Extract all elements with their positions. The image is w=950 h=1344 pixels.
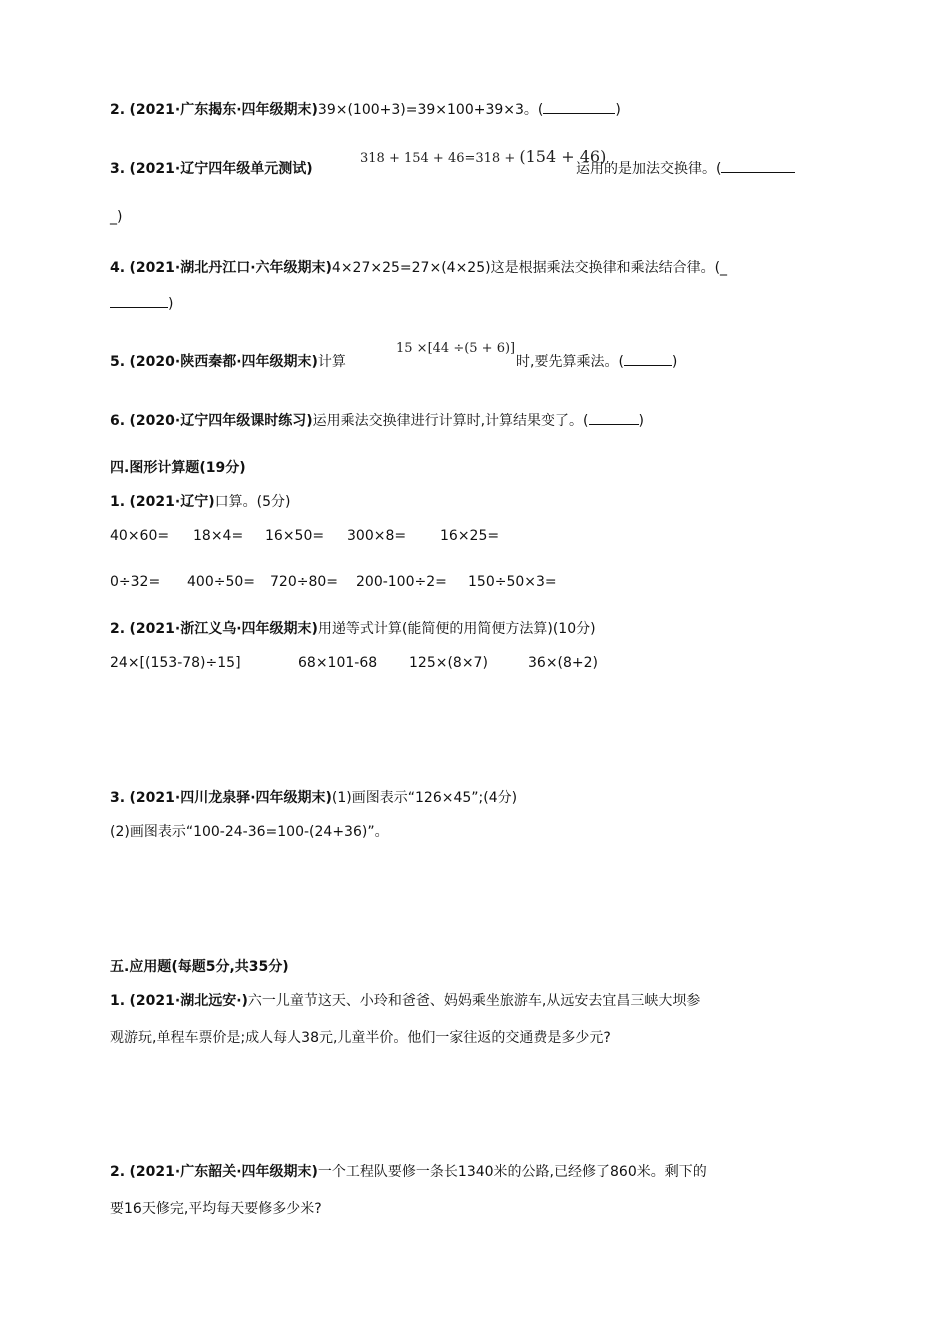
judgment-q4-wrap <box>110 295 173 313</box>
q-source: (2020·陕西秦都·四年级期末) <box>129 354 318 370</box>
answer-blank[interactable] <box>543 101 615 114</box>
q-text: 4×27×25=27×(4×25)这是根据乘法交换律和乘法结合律。(_ <box>331 260 728 276</box>
mental-math-item: 0÷32= <box>110 574 161 590</box>
q-pre: 计算 <box>317 354 346 370</box>
formula-318 <box>360 148 606 168</box>
mental-math-item: 400÷50= <box>187 574 255 590</box>
judgment-q2 <box>110 101 621 119</box>
s4-q2 <box>110 620 596 638</box>
q-number: 3. <box>110 790 126 806</box>
judgment-q3-wrap: _) <box>110 209 123 225</box>
q-source: (2021·辽宁四年级单元测试) <box>129 161 313 177</box>
q-number: 2. <box>110 1164 126 1180</box>
q-number: 2. <box>110 102 126 118</box>
q-number: 4. <box>110 260 126 276</box>
q-text: 一个工程队要修一条长1340米的公路,已经修了860米。剩下的 <box>317 1164 707 1180</box>
mental-math-item: 16×25= <box>440 528 500 544</box>
q-text: 口算。(5分) <box>214 494 291 510</box>
q-source: (2021·广东韶关·四年级期末) <box>129 1164 318 1180</box>
q-source: (2021·辽宁) <box>129 494 215 510</box>
calc-item: 24×[(153-78)÷15] <box>110 655 241 671</box>
s5-q2 <box>110 1163 707 1181</box>
q-number: 1. <box>110 993 126 1009</box>
q-close: ) <box>671 354 678 370</box>
s4-q3 <box>110 789 517 807</box>
answer-blank[interactable] <box>589 412 639 425</box>
mental-math-item: 16×50= <box>265 528 325 544</box>
answer-blank[interactable] <box>110 295 168 308</box>
q-number: 5. <box>110 354 126 370</box>
mental-math-item: 150÷50×3= <box>468 574 557 590</box>
q-source: (2020·辽宁四年级课时练习) <box>129 413 313 429</box>
q-close: ) <box>168 296 174 312</box>
s4-q3-line2: (2)画图表示“100-24-36=100-(24+36)”。 <box>110 824 389 840</box>
q-number: 6. <box>110 413 126 429</box>
q-text: 时,要先算乘法。( <box>516 354 624 370</box>
calc-item: 36×(8+2) <box>528 655 599 671</box>
q-text: 六一儿童节这天、小玲和爸爸、妈妈乘坐旅游车,从远安去宜昌三峡大坝参 <box>247 993 701 1009</box>
judgment-q4 <box>110 259 727 277</box>
section-4-title: 四.图形计算题(19分) <box>110 460 246 476</box>
q-close: ) <box>638 413 644 429</box>
q-source: (2021·四川龙泉驿·四年级期末) <box>129 790 332 806</box>
q-source: (2021·浙江义乌·四年级期末) <box>129 621 318 637</box>
judgment-q3-tail <box>576 160 795 178</box>
mental-math-item: 300×8= <box>347 528 407 544</box>
q-source: (2021·广东揭东·四年级期末) <box>129 102 318 118</box>
calc-item: 68×101-68 <box>298 655 378 671</box>
judgment-q5-tail <box>516 353 677 371</box>
calc-item: 125×(8×7) <box>409 655 488 671</box>
formula-part-b: (154 + 46) <box>519 147 607 166</box>
q-text: 用递等式计算(能简便的用简便方法算)(10分) <box>317 621 596 637</box>
q-number: 2. <box>110 621 126 637</box>
answer-blank[interactable] <box>624 353 672 366</box>
s4-q1 <box>110 493 290 511</box>
formula-15: 15 ×[44 ÷(5 + 6)] <box>396 341 516 356</box>
judgment-q6 <box>110 412 644 430</box>
answer-blank[interactable] <box>721 160 795 173</box>
formula-part-a: 318 + 154 + 46=318 + <box>360 151 516 166</box>
q-text: 运用的是加法交换律。( <box>576 161 722 177</box>
q-source: (2021·湖北远安·) <box>129 993 248 1009</box>
section-5-title: 五.应用题(每题5分,共35分) <box>110 959 289 975</box>
q-text: 39×(100+3)=39×100+39×3。( <box>317 102 544 118</box>
s5-q1-line2: 观游玩,单程车票价是;成人每人38元,儿童半价。他们一家往返的交通费是多少元? <box>110 1030 611 1046</box>
mental-math-item: 40×60= <box>110 528 170 544</box>
s5-q1 <box>110 992 700 1010</box>
judgment-q3 <box>110 160 313 178</box>
q-number: 3. <box>110 161 126 177</box>
q-text: 运用乘法交换律进行计算时,计算结果变了。( <box>312 413 589 429</box>
q-text: (1)画图表示“126×45”;(4分) <box>331 790 518 806</box>
mental-math-item: 200-100÷2= <box>356 574 447 590</box>
q-close: ) <box>615 102 621 118</box>
q-source: (2021·湖北丹江口·六年级期末) <box>129 260 332 276</box>
q-number: 1. <box>110 494 126 510</box>
mental-math-item: 720÷80= <box>270 574 338 590</box>
judgment-q5 <box>110 353 346 371</box>
s5-q2-line2: 要16天修完,平均每天要修多少米? <box>110 1201 322 1217</box>
mental-math-item: 18×4= <box>193 528 244 544</box>
